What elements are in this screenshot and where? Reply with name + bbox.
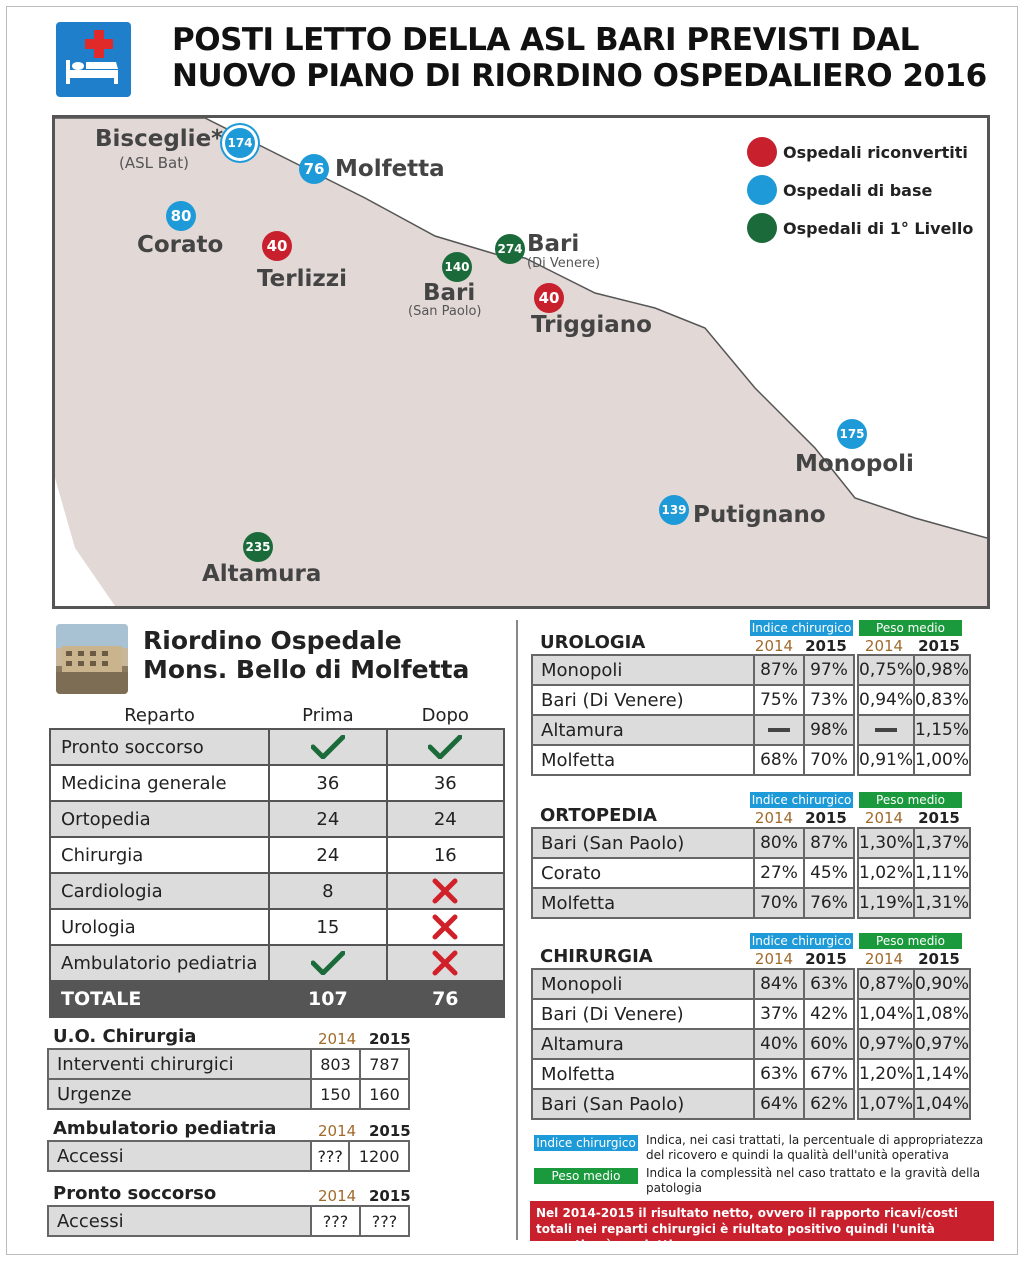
dopo-cell	[387, 945, 504, 981]
ic-2015: 45%	[804, 858, 854, 888]
pm-2015: 1,04%	[914, 1089, 970, 1119]
value-2015: 160	[360, 1079, 409, 1109]
map-panel	[52, 115, 990, 609]
table-row	[532, 999, 970, 1029]
dopo-cell	[387, 765, 504, 801]
pm-2015: 1,31%	[914, 888, 970, 918]
reparto-label: Urologia	[50, 909, 269, 945]
badge-peso-chirurgia: Peso medio	[859, 933, 962, 949]
table-row	[532, 1059, 970, 1089]
table-row	[50, 945, 504, 981]
city-corato: Corato	[137, 232, 224, 258]
row-label: Monopoli	[532, 969, 754, 999]
row-label: Altamura	[532, 715, 754, 745]
table-row	[48, 1079, 409, 1109]
table-row	[532, 745, 970, 775]
row-label: Molfetta	[532, 745, 754, 775]
cell-value: 36	[316, 772, 340, 794]
value-2014: 150	[311, 1079, 360, 1109]
pm-2015: 0,98%	[914, 655, 970, 685]
ic-2014: 80%	[754, 828, 804, 858]
badge-peso-ortopedia: Peso medio	[859, 792, 962, 808]
city-molfetta: Molfetta	[335, 156, 445, 182]
ic-2015: 62%	[804, 1089, 854, 1119]
hospital-photo	[56, 624, 128, 694]
cell-value: 68%	[760, 750, 798, 770]
ic-2015: 98%	[804, 715, 854, 745]
ic-2015: 60%	[804, 1029, 854, 1059]
ic-2014: 70%	[754, 888, 804, 918]
cell-value: 24	[433, 808, 457, 830]
prima-cell	[269, 873, 386, 909]
pm-2015: 1,00%	[914, 745, 970, 775]
year-2014: 2014	[754, 950, 794, 968]
ic-2014	[754, 655, 804, 685]
value-2015: 1200	[349, 1141, 409, 1171]
pm-2015: 0,83%	[914, 685, 970, 715]
value-2015: 787	[360, 1049, 409, 1079]
molfetta-title-line-1: Riordino Ospedale	[143, 626, 402, 655]
year-2015: 2015	[918, 950, 960, 968]
check-icon	[311, 952, 345, 973]
pin-monopoli[interactable]: 175	[837, 419, 867, 449]
note-peso-text: Indica la complessità nel caso trattato e la gravità della patologia	[646, 1166, 981, 1195]
row-label: Altamura	[532, 1029, 754, 1059]
ortopedia-table	[531, 827, 971, 919]
note-indice-text: Indica, nei casi trattati, la percentuale di appropriatezza del ricovero e quindi la qualità dell'unità operativa	[646, 1133, 984, 1162]
pm-2015: 1,11%	[914, 858, 970, 888]
pm-2014: 1,07%	[858, 1089, 914, 1119]
pm-2014: 1,20%	[858, 1059, 914, 1089]
year-2015: 2015	[805, 809, 847, 827]
cell-value: 24	[316, 808, 340, 830]
legend-base: Ospedali di base	[783, 181, 933, 200]
ic-2014	[754, 745, 804, 775]
pm-2015: 1,14%	[914, 1059, 970, 1089]
pin-bari-di-venere[interactable]: 274	[495, 234, 525, 264]
pin-bari-san-paolo[interactable]: 140	[442, 252, 472, 282]
title-line-2: NUOVO PIANO DI RIORDINO OSPEDALIERO 2016	[172, 58, 987, 94]
city-terlizzi: Terlizzi	[257, 266, 348, 292]
city-putignano: Putignano	[693, 502, 826, 528]
row-label: Corato	[532, 858, 754, 888]
value-2014: ???	[311, 1206, 360, 1236]
year-2014: 2014	[864, 637, 904, 655]
row-label: Bari (San Paolo)	[532, 828, 754, 858]
badge-indice-ortopedia: Indice chirurgico	[751, 793, 852, 807]
legend-blue-dot	[747, 175, 777, 205]
pm-2015: 1,15%	[914, 715, 970, 745]
col-dopo: Dopo	[421, 705, 469, 726]
pm-2014	[858, 745, 914, 775]
legend-primo-livello: Ospedali di 1° Livello	[783, 219, 974, 238]
ps-year-2015: 2015	[369, 1187, 411, 1205]
table-row	[50, 909, 504, 945]
ic-2014	[754, 715, 804, 745]
pin-bisceglie[interactable]: 174	[225, 128, 255, 158]
pm-2014: 0,87%	[858, 969, 914, 999]
table-row	[50, 801, 504, 837]
badge-peso-urologia: Peso medio	[859, 620, 962, 636]
pm-2015: 0,97%	[914, 1029, 970, 1059]
ic-2015: 87%	[804, 828, 854, 858]
total-dopo: 76	[387, 981, 504, 1017]
amb-pediatria-table	[47, 1140, 410, 1172]
check-icon	[428, 736, 462, 757]
molfetta-section-title	[143, 626, 469, 684]
dopo-cell	[387, 801, 504, 837]
cell-value: 0,91%	[859, 750, 914, 770]
ic-2014: 84%	[754, 969, 804, 999]
table-row	[532, 969, 970, 999]
molfetta-title-line-2: Mons. Bello di Molfetta	[143, 655, 470, 684]
cross-icon	[432, 916, 458, 937]
cell-value: 8	[322, 880, 334, 902]
row-label: Urgenze	[48, 1079, 311, 1109]
prima-cell	[269, 729, 386, 765]
pm-2015: 0,90%	[914, 969, 970, 999]
cell-value: 75%	[760, 690, 798, 710]
amb-year-2014: 2014	[318, 1122, 357, 1140]
pin-molfetta[interactable]: 76	[299, 154, 329, 184]
cell-value: 0,75%	[859, 660, 914, 680]
urologia-table	[531, 654, 971, 776]
legend-green-dot	[747, 213, 777, 243]
table-row	[532, 715, 970, 745]
table-row	[50, 837, 504, 873]
reparti-table	[49, 703, 505, 1018]
pronto-soccorso-table	[47, 1205, 410, 1237]
year-2014: 2014	[864, 950, 904, 968]
cross-icon	[432, 952, 458, 973]
ic-2014: 37%	[754, 999, 804, 1029]
dopo-cell	[387, 729, 504, 765]
pronto-soccorso-title: Pronto soccorso	[53, 1183, 217, 1204]
row-label: Bari (Di Venere)	[532, 685, 754, 715]
pin-altamura[interactable]: 235	[243, 532, 273, 562]
value-2015: ???	[360, 1206, 409, 1236]
note-peso-badge: Peso medio	[534, 1168, 638, 1184]
prima-cell	[269, 909, 386, 945]
city-bari-san-paolo-sub: (San Paolo)	[408, 304, 482, 319]
amb-year-2015: 2015	[369, 1122, 411, 1140]
total-row	[50, 981, 504, 1017]
pm-2014	[858, 655, 914, 685]
row-label: Interventi chirurgici	[48, 1049, 311, 1079]
year-2014: 2014	[864, 809, 904, 827]
total-prima: 107	[269, 981, 386, 1017]
dopo-cell	[387, 909, 504, 945]
ic-2015: 70%	[804, 745, 854, 775]
year-2015: 2015	[805, 637, 847, 655]
table-row	[50, 873, 504, 909]
pm-2014: 1,02%	[858, 858, 914, 888]
table-row	[532, 828, 970, 858]
city-triggiano: Triggiano	[531, 312, 652, 338]
city-bari-di-venere: Bari	[527, 231, 580, 257]
uo-chirurgia-table	[47, 1048, 410, 1110]
badge-indice-urologia: Indice chirurgico	[751, 621, 852, 635]
city-bisceglie: Bisceglie*	[95, 126, 224, 152]
row-label: Accessi	[48, 1206, 311, 1236]
prima-cell	[269, 801, 386, 837]
ic-2014: 63%	[754, 1059, 804, 1089]
ic-2014: 27%	[754, 858, 804, 888]
cell-value: 15	[316, 916, 340, 938]
table-row	[50, 729, 504, 765]
prima-cell	[269, 765, 386, 801]
row-label: Bari (San Paolo)	[532, 1089, 754, 1119]
ic-2015: 42%	[804, 999, 854, 1029]
ps-year-2014: 2014	[318, 1187, 357, 1205]
city-bari-di-venere-sub: (Di Venere)	[527, 256, 601, 271]
urologia-title: UROLOGIA	[540, 632, 646, 653]
pin-terlizzi[interactable]: 40	[262, 231, 292, 261]
prima-cell	[269, 945, 386, 981]
dash-icon	[875, 720, 897, 740]
dopo-cell	[387, 873, 504, 909]
dopo-cell	[387, 837, 504, 873]
table-row	[532, 1029, 970, 1059]
pm-2014: 1,04%	[858, 999, 914, 1029]
hospital-bed-logo-icon	[56, 22, 131, 97]
table-row	[532, 685, 970, 715]
year-2015: 2015	[805, 950, 847, 968]
chirurgia-table	[531, 968, 971, 1120]
ic-2015: 97%	[804, 655, 854, 685]
reparto-label: Chirurgia	[50, 837, 269, 873]
row-label: Accessi	[48, 1141, 311, 1171]
column-divider	[516, 620, 518, 1240]
ic-2015: 76%	[804, 888, 854, 918]
badge-indice-chirurgia: Indice chirurgico	[751, 934, 852, 948]
ic-2015: 63%	[804, 969, 854, 999]
legend-riconvertiti: Ospedali riconvertiti	[783, 143, 968, 162]
pm-2014	[858, 685, 914, 715]
cell-value: 36	[433, 772, 457, 794]
ic-2015: 67%	[804, 1059, 854, 1089]
uo-year-2014: 2014	[318, 1030, 357, 1048]
pm-2014: 1,19%	[858, 888, 914, 918]
pin-putignano[interactable]: 139	[659, 495, 689, 525]
reparto-label: Ambulatorio pediatria	[50, 945, 269, 981]
pin-corato[interactable]: 80	[166, 201, 196, 231]
year-2014: 2014	[754, 809, 794, 827]
city-monopoli: Monopoli	[795, 451, 914, 477]
row-label: Monopoli	[532, 655, 754, 685]
col-reparto: Reparto	[124, 705, 195, 726]
table-row	[48, 1049, 409, 1079]
table-row	[532, 655, 970, 685]
uo-chirurgia-title: U.O. Chirurgia	[53, 1026, 197, 1047]
amb-pediatria-title: Ambulatorio pediatria	[53, 1118, 277, 1139]
reparto-label: Pronto soccorso	[50, 729, 269, 765]
year-2014: 2014	[754, 637, 794, 655]
reparto-label: Medicina generale	[50, 765, 269, 801]
year-2015: 2015	[918, 809, 960, 827]
pm-2015: 1,37%	[914, 828, 970, 858]
cross-icon	[432, 880, 458, 901]
year-2015: 2015	[918, 637, 960, 655]
city-bisceglie-sub: (ASL Bat)	[119, 154, 189, 172]
uo-year-2015: 2015	[369, 1030, 411, 1048]
pm-2014: 0,97%	[858, 1029, 914, 1059]
warning-box: Nel 2014-2015 il risultato netto, ovvero il rapporto ricavi/costi totali nei reparti chirurgici è riultato positivo quindi l'unità operativa è produttiva.	[530, 1201, 994, 1241]
ic-2014: 40%	[754, 1029, 804, 1059]
col-prima: Prima	[302, 705, 354, 726]
dash-icon	[768, 720, 790, 740]
cell-value: 16	[433, 844, 457, 866]
cell-value: 24	[316, 844, 340, 866]
pin-triggiano[interactable]: 40	[534, 283, 564, 313]
city-altamura: Altamura	[202, 561, 322, 587]
table-row	[532, 858, 970, 888]
table-row	[532, 1089, 970, 1119]
legend-red-dot	[747, 137, 777, 167]
pm-2014	[858, 715, 914, 745]
ic-2015: 73%	[804, 685, 854, 715]
ortopedia-title: ORTOPEDIA	[540, 805, 657, 826]
table-row	[48, 1141, 409, 1171]
value-2014: 803	[311, 1049, 360, 1079]
ic-2014	[754, 685, 804, 715]
cell-value: 0,94%	[859, 690, 914, 710]
page-title	[172, 22, 1002, 94]
prima-cell	[269, 837, 386, 873]
row-label: Molfetta	[532, 888, 754, 918]
chirurgia-title: CHIRURGIA	[540, 946, 653, 967]
ic-2014: 64%	[754, 1089, 804, 1119]
row-label: Molfetta	[532, 1059, 754, 1089]
reparto-label: Ortopedia	[50, 801, 269, 837]
title-line-1: POSTI LETTO DELLA ASL BARI PREVISTI DAL	[172, 22, 919, 58]
total-label: TOTALE	[50, 981, 269, 1017]
value-2014: ???	[311, 1141, 349, 1171]
cell-value: 87%	[760, 660, 798, 680]
table-row	[50, 765, 504, 801]
check-icon	[311, 736, 345, 757]
reparto-label: Cardiologia	[50, 873, 269, 909]
pm-2015: 1,08%	[914, 999, 970, 1029]
table-row	[532, 888, 970, 918]
table-row	[48, 1206, 409, 1236]
row-label: Bari (Di Venere)	[532, 999, 754, 1029]
pm-2014: 1,30%	[858, 828, 914, 858]
note-indice-badge: Indice chirurgico	[534, 1135, 638, 1151]
city-bari-san-paolo: Bari	[423, 280, 476, 306]
